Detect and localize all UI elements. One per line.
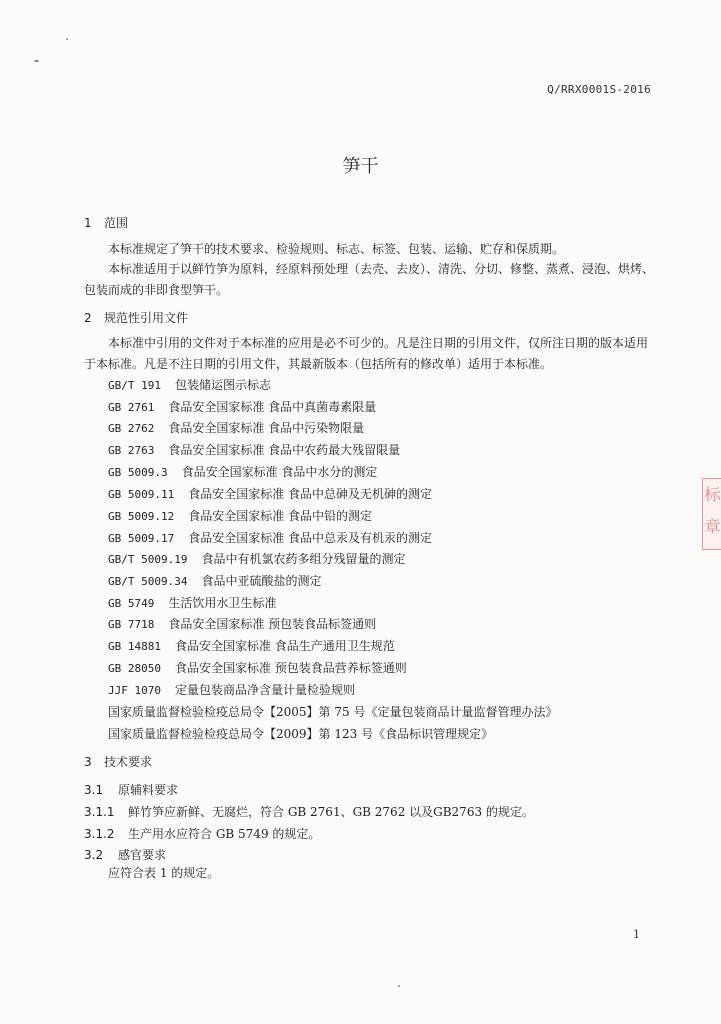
regulation-order: 国家质量监督检验检疫总局令【2009】第 123 号《食品标识管理规定》 <box>108 727 494 741</box>
reference-name: 定量包装商品净含量计量检验规则 <box>174 683 355 697</box>
reference-item <box>108 550 406 567</box>
reference-item <box>108 637 395 654</box>
section-title: 技术要求 <box>104 755 153 769</box>
reference-code: GB 5009.17 <box>108 532 175 545</box>
section-2-paragraph-1: 本标准中引用的文件对于本标准的应用是必不可少的。凡是注日期的引用文件，仅所注日期的版本适用于本标准。凡是不注日期的引用文件，其最新版本（包括所有的修改单）适用于本标准。 <box>84 336 649 371</box>
reference-code: GB 2761 <box>108 401 155 414</box>
reference-code: GB 5009.11 <box>108 488 175 501</box>
reference-name: 食品中亚硫酸盐的测定 <box>201 574 322 588</box>
reference-item <box>108 398 376 415</box>
seal-stamp <box>702 478 721 550</box>
reference-name: 食品中有机氯农药多组分残留量的测定 <box>201 552 406 566</box>
scan-speck <box>398 985 400 987</box>
document-number: Q/RRX0001S-2016 <box>547 83 651 96</box>
clause-text: 生产用水应符合 GB 5749 的规定。 <box>128 827 321 841</box>
reference-item <box>108 441 400 458</box>
clause-text: 鲜竹笋应新鲜、无腐烂，符合 GB 2761、GB 2762 以及GB2763 的规定。 <box>128 805 534 819</box>
reference-item <box>108 572 322 589</box>
reference-code: GB/T 5009.19 <box>108 553 188 566</box>
subsection-title: 原辅料要求 <box>118 783 179 797</box>
section-1-paragraph-1: 本标准规定了笋干的技术要求、检验规则、标志、标签、包装、运输、贮存和保质期。 <box>108 242 565 256</box>
reference-code: GB 28050 <box>108 662 161 675</box>
stamp-char: 标 <box>704 485 721 504</box>
subsection-3-1-heading <box>84 781 178 798</box>
scan-speck <box>34 60 39 62</box>
clause-number: 3.1.1 <box>84 805 115 819</box>
regulation-order: 国家质量监督检验检疫总局令【2005】第 75 号《定量包装商品计量监督管理办法》 <box>108 705 558 719</box>
section-title: 规范性引用文件 <box>104 311 189 325</box>
subsection-3-2-text: 应符合表 1 的规定。 <box>108 866 220 880</box>
reference-code: GB 14881 <box>108 640 161 653</box>
subsection-3-2-heading <box>84 846 166 863</box>
reference-code: GB 5009.3 <box>108 466 168 479</box>
reference-name: 食品安全国家标准 食品中农药最大残留限量 <box>168 443 401 457</box>
clause-3-1-2 <box>84 825 320 842</box>
reference-code: GB 5009.12 <box>108 510 175 523</box>
reference-item <box>108 485 432 502</box>
reference-item <box>108 659 407 676</box>
reference-item <box>108 615 376 632</box>
reference-item <box>108 419 364 436</box>
reference-name: 食品安全国家标准 食品中真菌毒素限量 <box>168 400 377 414</box>
section-number: 1 <box>84 216 92 230</box>
reference-item <box>108 529 432 546</box>
reference-item <box>108 507 372 524</box>
section-number: 2 <box>84 311 92 325</box>
reference-name: 食品安全国家标准 食品中水分的测定 <box>181 465 378 479</box>
section-1-paragraph-2: 本标准适用于以鲜竹笋为原料，经原料预处理（去壳、去皮）、清洗、分切、修整、蒸煮、浸泡、烘烤、包装而成的非即食型笋干。 <box>84 262 655 297</box>
reference-code: GB 5749 <box>108 597 155 610</box>
reference-name: 食品安全国家标准 预包装食品营养标签通则 <box>174 661 407 675</box>
reference-name: 食品安全国家标准 食品生产通用卫生规范 <box>174 639 395 653</box>
reference-item <box>108 594 276 611</box>
reference-code: GB/T 191 <box>108 379 161 392</box>
reference-code: GB 2763 <box>108 444 155 457</box>
section-3-heading <box>84 753 152 770</box>
reference-name: 生活饮用水卫生标准 <box>168 596 277 610</box>
reference-item <box>108 463 377 480</box>
clause-3-1-1 <box>84 803 534 820</box>
subsection-number: 3.1 <box>84 783 104 797</box>
clause-number: 3.1.2 <box>84 827 115 841</box>
reference-name: 食品安全国家标准 食品中总砷及无机砷的测定 <box>188 487 433 501</box>
reference-name: 食品安全国家标准 食品中总汞及有机汞的测定 <box>188 531 433 545</box>
stamp-char: 章 <box>704 517 721 536</box>
page-title: 笋干 <box>342 156 379 177</box>
reference-name: 食品安全国家标准 食品中铅的测定 <box>188 509 373 523</box>
section-1-heading <box>84 214 128 231</box>
subsection-title: 感官要求 <box>118 848 167 862</box>
reference-name: 食品安全国家标准 食品中污染物限量 <box>168 421 365 435</box>
reference-name: 包装储运图示标志 <box>174 378 271 392</box>
section-number: 3 <box>84 755 92 769</box>
reference-code: GB/T 5009.34 <box>108 575 188 588</box>
reference-code: JJF 1070 <box>108 684 161 697</box>
reference-name: 食品安全国家标准 预包装食品标签通则 <box>168 617 377 631</box>
page-number: 1 <box>633 928 640 941</box>
section-2-heading <box>84 309 188 326</box>
reference-code: GB 7718 <box>108 618 155 631</box>
reference-item <box>108 681 355 698</box>
section-title: 范围 <box>104 216 129 230</box>
reference-item <box>108 376 271 393</box>
scan-speck <box>66 38 68 40</box>
subsection-number: 3.2 <box>84 848 104 862</box>
reference-code: GB 2762 <box>108 422 155 435</box>
